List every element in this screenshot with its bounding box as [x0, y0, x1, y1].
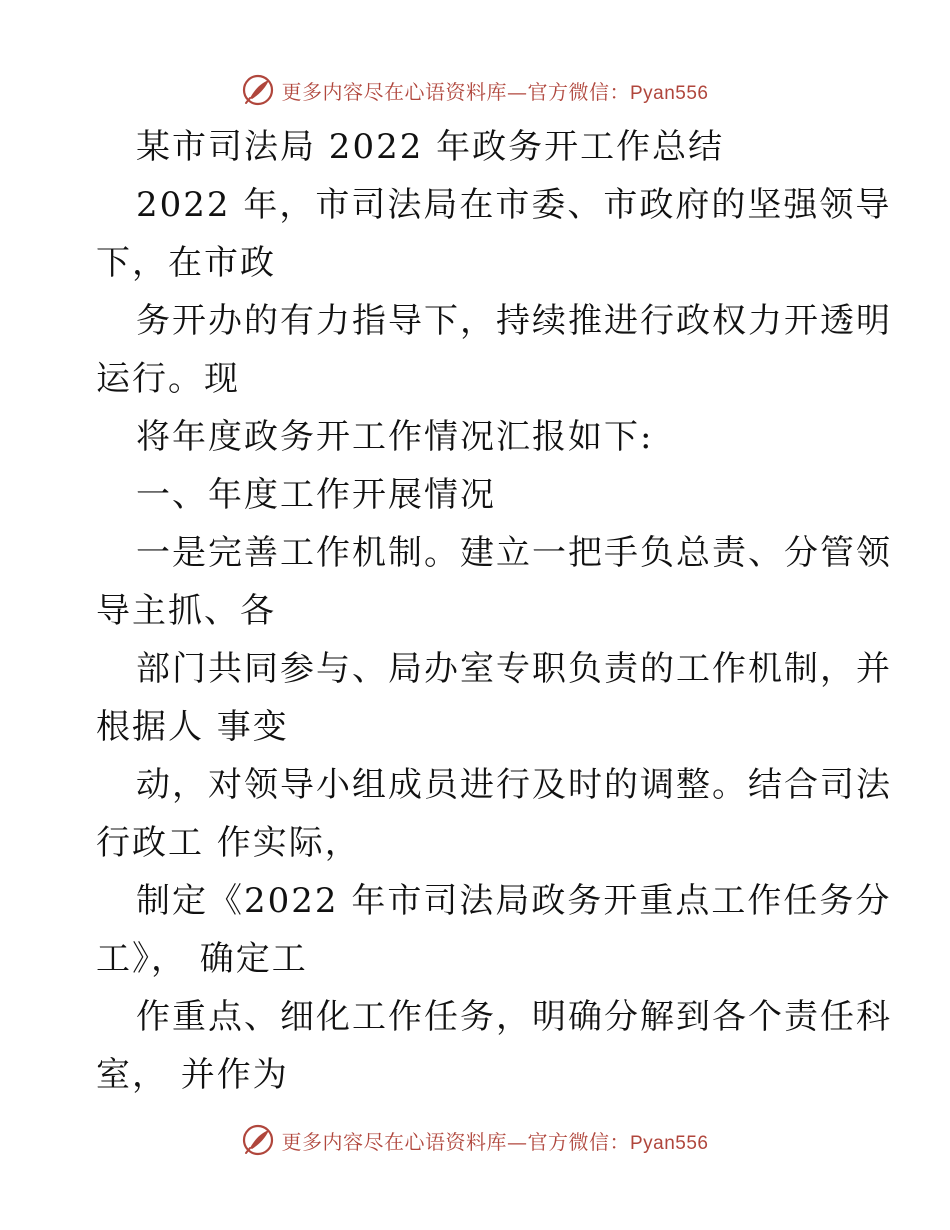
watermark-footer [0, 1120, 950, 1160]
doc-section-heading: 一、年度工作开展情况 [136, 475, 496, 515]
doc-line: 制定《2022 年市司法局政务开重点工作任务分 [136, 881, 892, 921]
doc-line: 作重点、细化工作任务，明确分解到各个责任科 [136, 997, 892, 1037]
doc-line: 动，对领导小组成员进行及时的调整。结合司法 [136, 765, 892, 805]
doc-line: 室， 并作为 [96, 1055, 289, 1095]
watermark-wechat-id: Pyan556 [629, 82, 709, 104]
doc-line: 将年度政务开工作情况汇报如下: [136, 417, 654, 457]
watermark-header [0, 70, 950, 110]
watermark-wechat-id: Pyan556 [629, 1132, 709, 1154]
watermark-text: 更多内容尽在心语资料库—官方微信：Pyan556 [281, 79, 709, 104]
doc-line: 一是完善工作机制。建立一把手负总责、分管领 [136, 533, 892, 573]
feather-pen-logo-icon [241, 73, 275, 107]
feather-pen-logo-icon [241, 1123, 275, 1157]
doc-line: 下，在市政 [96, 243, 276, 283]
doc-line: 2022 年，市司法局在市委、市政府的坚强领导 [136, 185, 892, 225]
doc-title: 某市司法局 2022 年政务开工作总结 [136, 127, 725, 167]
doc-line: 部门共同参与、局办室专职负责的工作机制，并 [136, 649, 892, 689]
doc-line: 务开办的有力指导下，持续推进行政权力开透明 [136, 301, 892, 341]
doc-line: 行政工 作实际， [96, 823, 361, 863]
document-body [96, 118, 892, 1104]
doc-line: 工》， 确定工 [96, 939, 308, 979]
doc-line: 运行。现 [96, 359, 240, 399]
doc-line: 根据人 事变 [96, 707, 289, 747]
watermark-text: 更多内容尽在心语资料库—官方微信：Pyan556 [281, 1129, 709, 1154]
doc-line: 导主抓、各 [96, 591, 276, 631]
